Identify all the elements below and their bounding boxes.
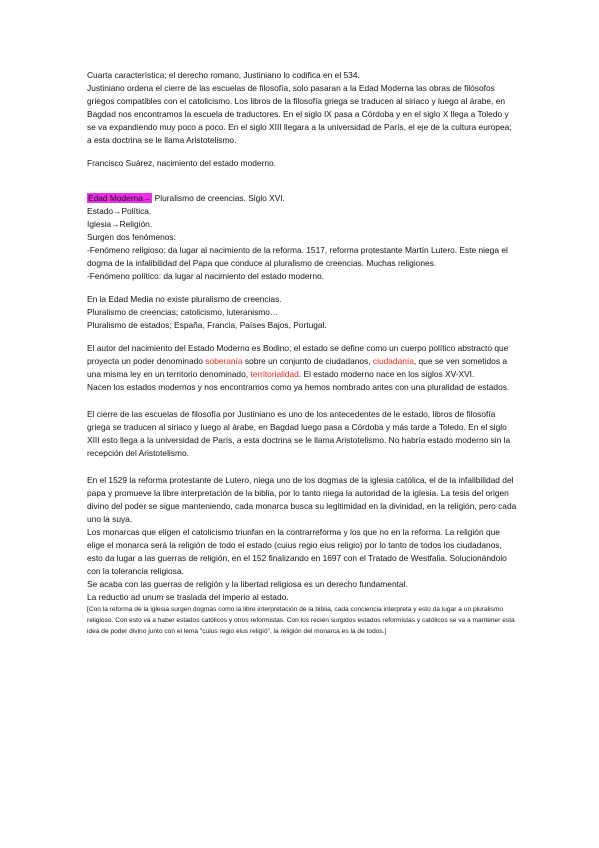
term-territorialidad: territorialidad: [250, 369, 299, 379]
spacer: [87, 283, 517, 293]
paragraph-bodino: El autor del nacimiento del Estado Moderno es Bodino; el estado se define como un cuerpo político abstracto que proyecta un poder denominado soberanía sobre un conjunto de ciudadanos, ciudadanía, que se ven sometidos a una misma ley en un territorio denominado, territorialidad. El estado moderno nace en los siglos XV-XVI.: [87, 343, 509, 379]
highlighted-term: Edad Moderna→: [88, 193, 152, 203]
line-fin-guerras: Se acaba con las guerras de religión y la libertad religiosa es un derecho fundamental.: [87, 579, 408, 589]
document-body: [87, 69, 517, 637]
heading-text: Pluralismo de creencias. Siglo XVI.: [152, 193, 285, 203]
spacer: [87, 394, 517, 408]
line-fenomeno-religioso: -Fenómeno religioso: da lugar al nacimiento de la reforma. 1517, reforma protestante Martín Lutero. Este niega el dogma de la infalibilidad del Papa que conduce al pluralismo de creencias. Muchas religiones.: [87, 245, 508, 268]
line-pluralismo-estados: Pluralismo de estados; España, Francia, Países Bajos, Portugal.: [87, 320, 327, 330]
line-fenomenos: Surgen dos fenómenos:: [87, 232, 176, 242]
line-edad-media: En la Edad Media no existe pluralismo de creencias.: [87, 294, 282, 304]
paragraph-derecho-romano: Cuarta característica; el derecho romano, Justiniano lo codifica en el 534.: [87, 70, 360, 80]
paragraph-suarez: Francisco Suárez, nacimiento del estado moderno.: [87, 158, 277, 168]
paragraph-justiniano: Justiniano ordena el cierre de las escuelas de filosofía, solo pasaran a la Edad Moderna las obras de filósofos griegos compatibles con el catolicismo. Los libros de la filosofía griega se traducen al siriaco y luego al árabe, en Bagdad nos encontramos la escuela de traductores. En el siglo IX pasa a Córdoba y en el siglo X llega a Toledo y se va expandiendo muy poco a poco. En el siglo XIII llegara a la universidad de París, el eje de la cultura europea; a esta doctrina se le llama Aristotelismo.: [87, 83, 512, 145]
line-pluralismo-creencias: Pluralismo de creencias; catolicismo, luteranismo…: [87, 307, 279, 317]
paragraph-reforma-lutero: En el 1529 la reforma protestante de Lutero, niega uno de los dogmas de la iglesia católica, el de la infalibilidad del papa y promueve la libre interpretación de la biblia, por lo tanto niega la autoridad de la iglesia. La tesis del origen divino del poder se sigue manteniendo, cada monarca busca su legitimidad en la divinidad, en la religión, pero cada uno la suya.: [87, 475, 517, 524]
spacer: [87, 147, 517, 157]
spacer: [87, 170, 517, 192]
line-fenomeno-politico: -Fenómeno político: da lugar al nacimiento del estado moderno.: [87, 271, 324, 281]
line-estado: Estado→Política.: [87, 206, 152, 216]
paragraph-nacen-estados: Nacen los estados modernos y nos encontramos como ya hemos nombrado antes con una pluralidad de estados.: [87, 382, 510, 392]
line-iglesia: Iglesia→Religión.: [87, 219, 153, 229]
paragraph-edad-moderna-heading: [87, 192, 517, 205]
spacer: [87, 332, 517, 342]
bracketed-note: [Con la reforma de la iglesia surgen dogmas como la libre interpretación de la biblia, cada conciencia interpreta y esto da lugar a un pluralismo religioso. Con esto va a haber estados católicos y otros reformistas. Con los recién surgidos estados reformistas y católicos se va a mantener esta idea de poder divino junto con el lema "cuius regio eius religió", la religión del monarca es la de todos.]: [87, 606, 515, 635]
line-reductio: La reductio ad unum se traslada del imperio al estado.: [87, 592, 289, 602]
paragraph-cierre-escuelas: El cierre de las escuelas de filosofía por Justiniano es uno de los antecedentes de le estado, libros de filosofía griega se traducen al siriaco y luego al árabe, en Bagdad luego pasa a Córdoba y más tarde a Toledo. En el siglo XIII esto llega a la universidad de París, a esta doctrina se le llama Aristotelismo. No habría estado moderno sin la recepción del Aristotelismo.: [87, 409, 511, 458]
term-ciudadania: ciudadanía: [372, 356, 414, 366]
term-soberania: soberanía: [205, 356, 243, 366]
spacer: [87, 460, 517, 474]
paragraph-monarcas: Los monarcas que eligen el catolicismo triunfan en la contrarreforma y los que no en la reforma. La religión que elige el monarca será la religión de todo el estado (cuius regio eius religio) por lo tanto de todos los ciudadanos, esto da lugar a las guerras de religión, en el 152 finalizando en 1697 con el Tratado de Westfalia. Solucionándolo con la tolerancia religiosa.: [87, 527, 507, 576]
